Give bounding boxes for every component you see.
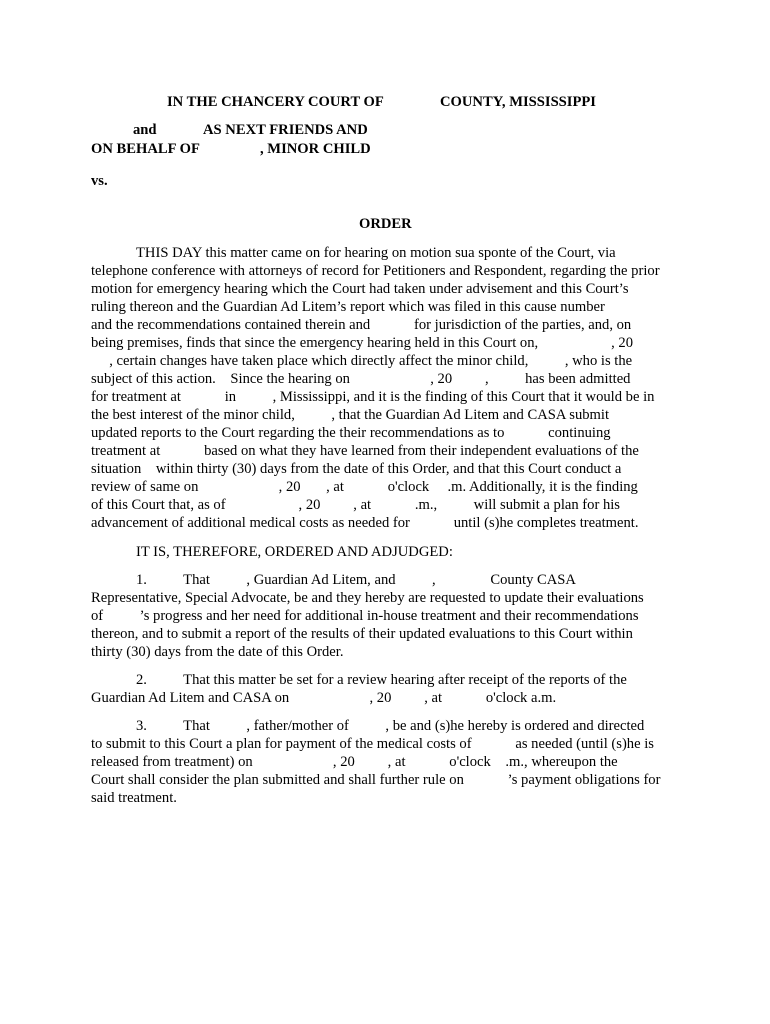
item-2-line: Guardian Ad Litem and CASA on , 20 , at o'clock a.m. [91, 690, 557, 706]
body-line: ruling thereon and the Guardian Ad Litem’s report which was filed in this cause number [91, 299, 605, 315]
body-line: motion for emergency hearing which the Court had taken under advisement and this Court’s [91, 281, 629, 297]
item-3-line: to submit to this Court a plan for payment of the medical costs of as needed (until (s)he is [91, 736, 654, 752]
item-2-line: 2. That this matter be set for a review hearing after receipt of the reports of the [136, 672, 627, 688]
body-line: subject of this action. Since the hearing on , 20 , has been admitted [91, 371, 631, 387]
body-line: advancement of additional medical costs as needed for until (s)he completes treatment. [91, 515, 639, 531]
item-3-line: Court shall consider the plan submitted and shall further rule on ’s payment obligations for [91, 772, 661, 788]
caption-versus: vs. [91, 173, 108, 189]
body-line: of this Court that, as of , 20 , at .m., will submit a plan for his [91, 497, 620, 513]
body-line: the best interest of the minor child, , that the Guardian Ad Litem and CASA submit [91, 407, 609, 423]
ordered-adjudged-heading: IT IS, THEREFORE, ORDERED AND ADJUDGED: [136, 544, 453, 560]
item-1-line: thereon, and to submit a report of the results of their updated evaluations to this Court within [91, 626, 633, 642]
item-3-line: said treatment. [91, 790, 177, 806]
item-3-line: 3. That , father/mother of , be and (s)he hereby is ordered and directed [136, 718, 645, 734]
caption-and: and [133, 122, 157, 138]
item-1-line: of ’s progress and her need for additional in-house treatment and their recommendations [91, 608, 639, 624]
body-line: updated reports to the Court regarding the their recommendations as to continuing [91, 425, 611, 441]
court-name-left: IN THE CHANCERY COURT OF [167, 94, 384, 110]
body-line: and the recommendations contained therein and for jurisdiction of the parties, and, on [91, 317, 632, 333]
court-name-right: COUNTY, MISSISSIPPI [440, 94, 596, 110]
body-line: treatment at based on what they have learned from their independent evaluations of the [91, 443, 639, 459]
caption-next-friends: AS NEXT FRIENDS AND [203, 122, 368, 138]
item-1-line: Representative, Special Advocate, be and they hereby are requested to update their evaluations [91, 590, 644, 606]
caption-on-behalf-of: ON BEHALF OF [91, 141, 200, 157]
document-title: ORDER [359, 216, 412, 232]
body-line: being premises, finds that since the emergency hearing held in this Court on, , 20 [91, 335, 634, 351]
body-line: , certain changes have taken place which directly affect the minor child, , who is the [91, 353, 633, 369]
body-line: situation within thirty (30) days from the date of this Order, and that this Court conduct a [91, 461, 622, 477]
item-1-line: 1. That , Guardian Ad Litem, and , County CASA [136, 572, 576, 588]
caption-minor-child: , MINOR CHILD [260, 141, 371, 157]
body-line: telephone conference with attorneys of record for Petitioners and Respondent, regarding the prior [91, 263, 660, 279]
body-line: THIS DAY this matter came on for hearing on motion sua sponte of the Court, via [136, 245, 616, 261]
body-line: for treatment at in , Mississippi, and it is the finding of this Court that it would be in [91, 389, 655, 405]
body-line: review of same on , 20 , at o'clock .m. Additionally, it is the finding [91, 479, 638, 495]
item-3-line: released from treatment) on , 20 , at o'clock .m., whereupon the [91, 754, 618, 770]
item-1-line: thirty (30) days from the date of this Order. [91, 644, 344, 660]
